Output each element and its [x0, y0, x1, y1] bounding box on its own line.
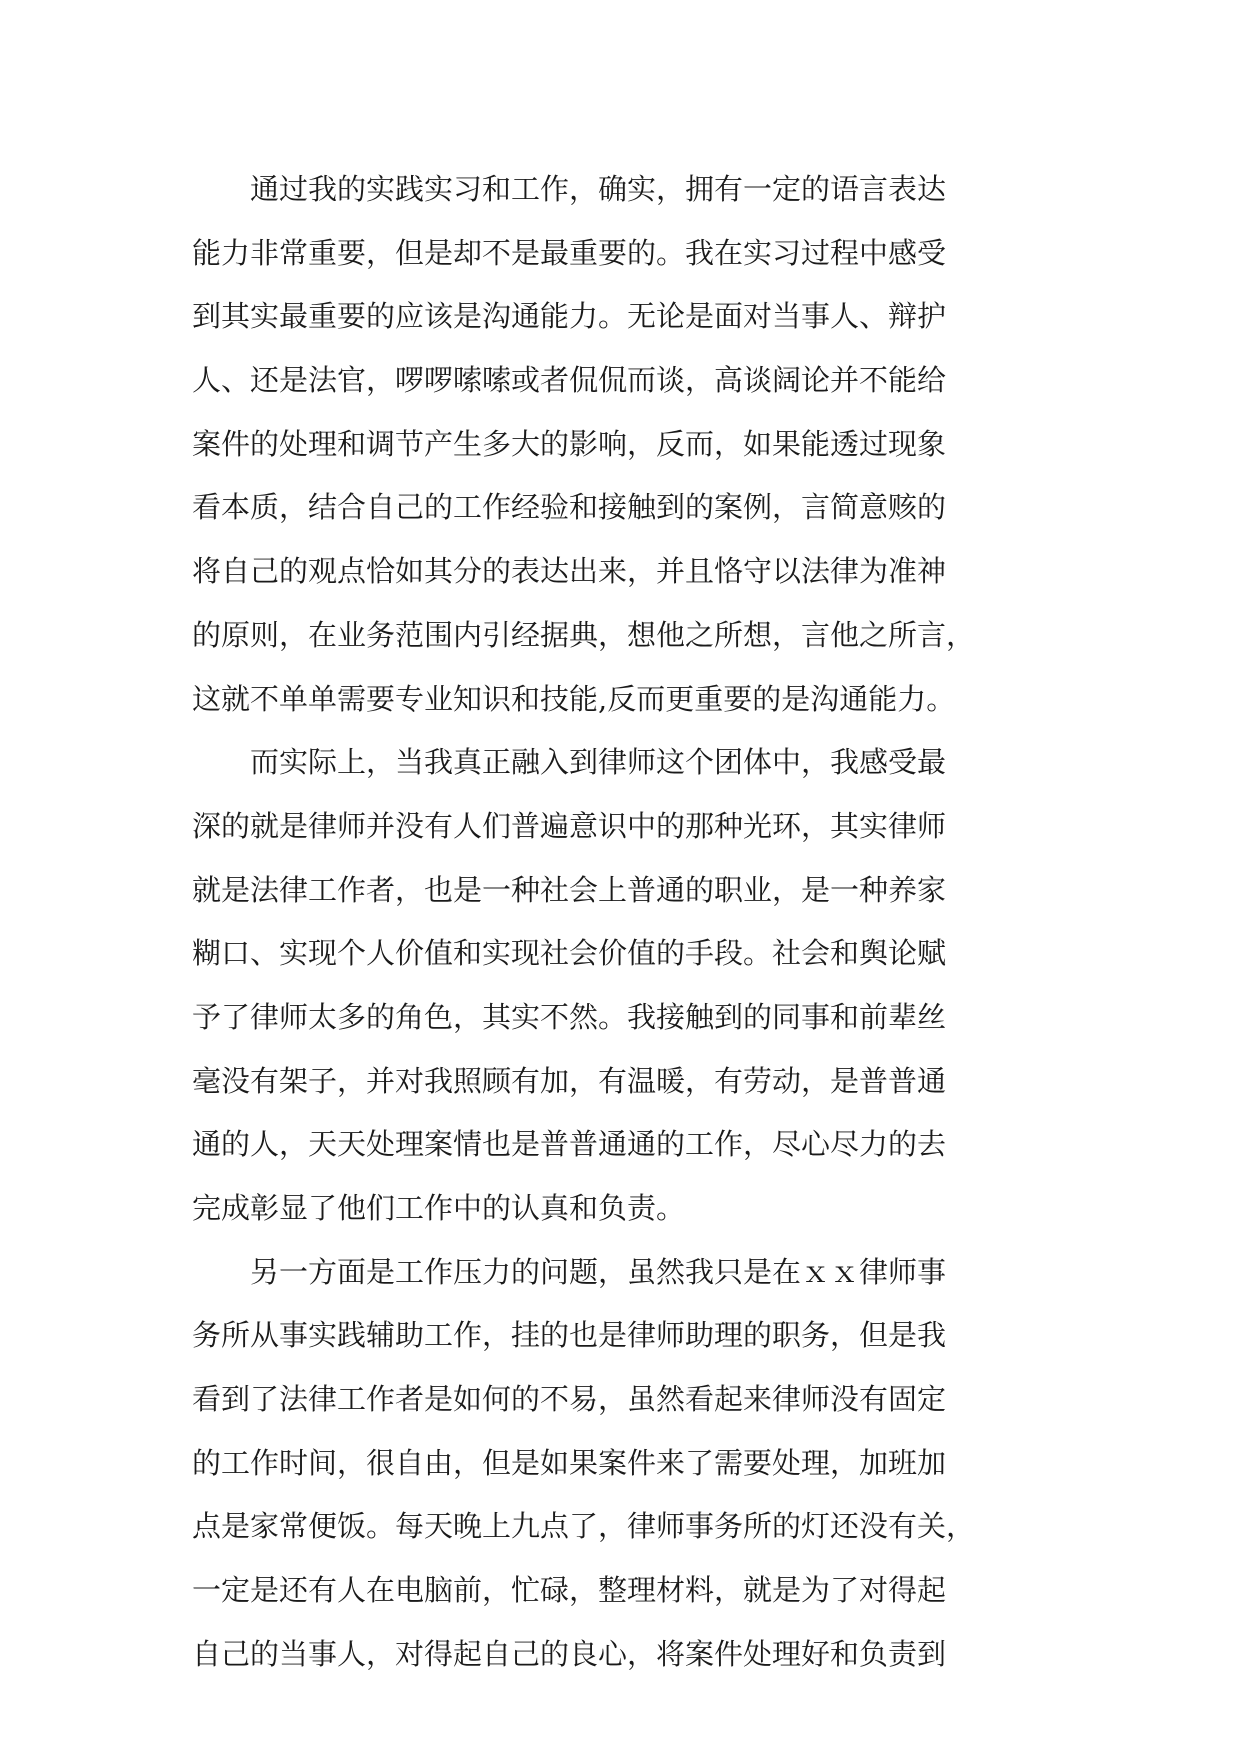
text-line: 的原则，在业务范围内引经据典，想他之所想，言他之所言， [192, 617, 976, 652]
text-line: 这就不单单需要专业知识和技能,反而更重要的是沟通能力。 [192, 681, 956, 716]
text-line: 通的人，天天处理案情也是普普通通的工作，尽心尽力的去 [192, 1127, 947, 1162]
text-line: 案件的处理和调节产生多大的影响，反而，如果能透过现象 [192, 426, 947, 461]
text-line: 就是法律工作者，也是一种社会上普通的职业，是一种养家 [192, 872, 947, 907]
text-line: 毫没有架子，并对我照顾有加，有温暖，有劳动，是普普通 [192, 1063, 947, 1098]
text-line: 予了律师太多的角色，其实不然。我接触到的同事和前辈丝 [192, 999, 947, 1034]
text-line: 到其实最重要的应该是沟通能力。无论是面对当事人、辩护 [192, 299, 947, 334]
text-line: 通过我的实践实习和工作，确实，拥有一定的语言表达 [192, 172, 947, 206]
text-line: 将自己的观点恰如其分的表达出来，并且恪守以法律为准神 [192, 554, 947, 589]
text-line: 深的就是律师并没有人们普遍意识中的那种光环，其实律师 [192, 808, 947, 843]
text-line: 看到了法律工作者是如何的不易，虽然看起来律师没有固定 [192, 1382, 947, 1417]
body-text [192, 158, 1050, 1687]
text-line: 自己的当事人，对得起自己的良心，将案件处理好和负责到 [192, 1636, 947, 1671]
text-line: 看本质，结合自己的工作经验和接触到的案例，言简意赅的 [192, 490, 947, 525]
text-line: 人、还是法官，啰啰嗦嗦或者侃侃而谈，高谈阔论并不能给 [192, 363, 947, 398]
text-line: 另一方面是工作压力的问题，虽然我只是在ｘｘ律师事 [192, 1254, 947, 1289]
text-line: 而实际上，当我真正融入到律师这个团体中，我感受最 [192, 745, 947, 780]
text-line: 点是家常便饭。每天晚上九点了，律师事务所的灯还没有关， [192, 1509, 976, 1544]
text-line: 的工作时间，很自由，但是如果案件来了需要处理，加班加 [192, 1445, 947, 1480]
text-line: 完成彰显了他们工作中的认真和负责。 [192, 1191, 686, 1225]
text-line: 糊口、实现个人价值和实现社会价值的手段。社会和舆论赋 [192, 936, 947, 971]
text-line: 能力非常重要，但是却不是最重要的。我在实习过程中感受 [192, 235, 947, 270]
text-line: 一定是还有人在电脑前，忙碌，整理材料，就是为了对得起 [192, 1573, 947, 1608]
text-line: 务所从事实践辅助工作，挂的也是律师助理的职务，但是我 [192, 1318, 947, 1353]
